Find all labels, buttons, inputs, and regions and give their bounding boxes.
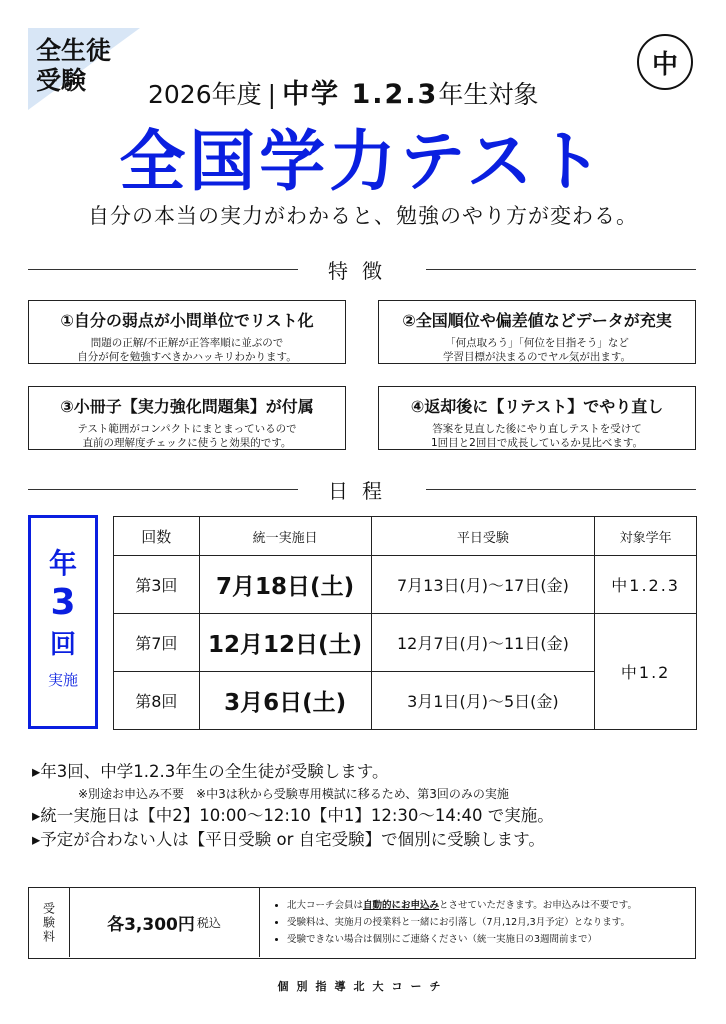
divider-line: [426, 489, 696, 490]
unified-date: 3月6日(土): [199, 672, 371, 730]
feature-card-2: [378, 300, 696, 364]
badge-line-2: 受験: [36, 66, 87, 95]
table-header-row: [114, 517, 697, 556]
feature-title: ④返却後に【リテスト】でやり直し: [410, 397, 664, 416]
divider-line: [28, 489, 298, 490]
grade-suffix: 年生対象: [438, 80, 539, 109]
note-1: ▸年3回、中学1.2.3年生の全生徒が受験します。: [32, 762, 389, 781]
column-header: 統一実施日: [199, 517, 371, 556]
session-number: 第8回: [114, 672, 200, 730]
bullet1-bold: 自動的にお申込み: [363, 900, 440, 911]
feature-desc-2: 1回目と2回目で成長しているか見比べます。: [430, 437, 644, 449]
fee-tax: 税込: [196, 916, 221, 930]
times-per-year-box: [28, 515, 98, 729]
list-item: • 受験できない場合は個別にご連絡ください（統一実施日の3週間前まで）: [287, 931, 637, 948]
yearbox-line-2: 3: [50, 582, 76, 623]
divider: |: [267, 80, 277, 109]
target-grade: 中1.2: [595, 614, 697, 730]
list-item: • 受験料は、実施月の授業料と一緒にお引落し（7月,12月,3月予定）となります。: [287, 914, 637, 931]
column-header: 対象学年: [595, 517, 697, 556]
unified-date: 12月12日(土): [199, 614, 371, 672]
weekday-range: 7月13日(月)〜17日(金): [371, 556, 595, 614]
target-grade: 中1.2.3: [595, 556, 697, 614]
feature-title: ①自分の弱点が小問単位でリスト化: [60, 311, 314, 330]
column-header: 回数: [114, 517, 200, 556]
table-row: [114, 614, 697, 672]
feature-desc-2: 学習目標が決まるのでヤル気が出ます。: [442, 351, 632, 363]
feature-title: ②全国順位や偏差値などデータが充実: [402, 311, 672, 330]
target-line: [148, 72, 538, 111]
fee-label: 受験料: [29, 888, 70, 957]
divider-line: [426, 269, 696, 270]
column-header: 平日受験: [371, 517, 595, 556]
yearbox-line-1: 年: [48, 547, 77, 580]
feature-desc-1: 「何点取ろう」「何位を目指そう」など: [445, 337, 629, 349]
yearbox-line-3: 回: [49, 630, 76, 660]
table-row: [114, 556, 697, 614]
feature-desc-2: 直前の理解度チェックに使うと効果的です。: [82, 437, 292, 449]
feature-card-4: [378, 386, 696, 450]
badge-line-1: 全生徒: [36, 36, 112, 65]
bullet1-post: とさせていただきます。お申込みは不要です。: [439, 900, 638, 911]
junior-high-mark: 中: [637, 34, 693, 90]
yearbox-line-4: 実施: [47, 671, 78, 689]
fee-amount: 各3,300円: [107, 915, 195, 935]
feature-card-1: [28, 300, 346, 364]
fee-box: [28, 887, 696, 959]
fee-amount-cell: [69, 888, 260, 957]
session-number: 第3回: [114, 556, 200, 614]
footer-brand: 個別指導北大コーチ: [277, 980, 449, 993]
feature-desc-1: テスト範囲がコンパクトにまとまっているので: [77, 423, 297, 435]
unified-date: 7月18日(土): [199, 556, 371, 614]
note-2: ▸統一実施日は【中2】10:00〜12:10【中1】12:30〜14:40 で実施。: [32, 806, 554, 825]
session-number: 第7回: [114, 614, 200, 672]
note-3: ▸予定が合わない人は【平日受験 or 自宅受験】で個別に受験します。: [32, 830, 545, 849]
weekday-range: 3月1日(月)〜5日(金): [371, 672, 595, 730]
features-heading-label: 特徴: [328, 258, 396, 283]
feature-desc-2: 自分が何を勉強すべきかハッキリわかります。: [77, 351, 297, 363]
schedule-heading: [28, 474, 696, 504]
list-item: [287, 897, 637, 914]
feature-title: ③小冊子【実力強化問題集】が付属: [60, 397, 314, 416]
feature-desc-1: 問題の正解/不正解が正答率順に並ぶので: [90, 337, 284, 349]
divider-line: [28, 269, 298, 270]
grade-label: 中学 1.2.3: [282, 79, 439, 110]
features-heading: [28, 254, 696, 284]
all-students-badge: [36, 36, 111, 96]
weekday-range: 12月7日(月)〜11日(金): [371, 614, 595, 672]
note-1-sub: ※別途お申込み不要 ※中3は秋から受験専用模試に移るため、第3回のみの実施: [78, 787, 509, 801]
schedule-table: [113, 516, 697, 730]
feature-card-3: [28, 386, 346, 450]
year-label: 2026年度: [148, 80, 262, 109]
fee-notes-list: [269, 897, 637, 948]
page-title: 全国学力テスト: [119, 123, 607, 200]
feature-desc-1: 答案を見直した後にやり直しテストを受けて: [432, 423, 642, 435]
tagline: 自分の本当の実力がわかると、勉強のやり方が変わる。: [88, 204, 638, 228]
notes-section: [32, 760, 702, 852]
bullet1-pre: 北大コーチ会員は: [287, 900, 364, 911]
schedule-heading-label: 日程: [328, 478, 396, 503]
